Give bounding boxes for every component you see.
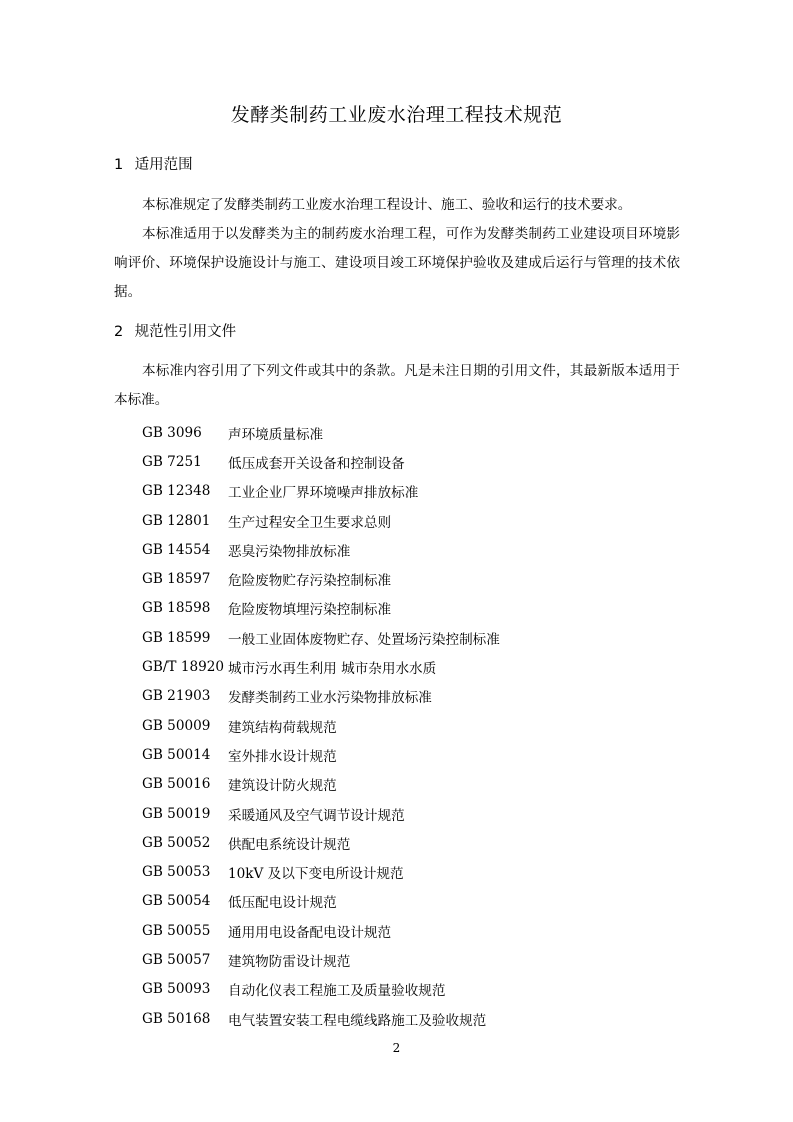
reference-item [142,447,500,476]
reference-title: 室外排水设计规范 [228,748,337,765]
reference-title: 工业企业厂界环境噪声排放标准 [228,485,419,502]
reference-code: GB 18599 [142,629,211,646]
reference-item [142,857,500,886]
reference-code: GB 50168 [142,1010,211,1027]
reference-item [142,740,500,769]
reference-title: 自动化仪表工程施工及质量验收规范 [228,983,446,1000]
page-number: 2 [392,1041,401,1055]
reference-title: 建筑结构荷载规范 [228,719,337,736]
reference-title: 建筑设计防火规范 [228,778,337,795]
reference-item [142,799,500,828]
reference-title: 电气装置安装工程电缆线路施工及验收规范 [228,1012,487,1029]
section-title: 适用范围 [134,157,193,173]
section-heading-normative-references [114,322,236,342]
reference-title: 生产过程安全卫生要求总则 [228,514,392,531]
reference-title: 声环境质量标准 [228,426,324,443]
reference-code: GB 21903 [142,688,211,705]
reference-item [142,828,500,857]
reference-title: 供配电系统设计规范 [228,836,351,853]
reference-item [142,916,500,945]
reference-item [142,623,500,652]
reference-item [142,477,500,506]
reference-title: 危险废物填埋污染控制标准 [228,602,392,619]
reference-code: GB 50016 [142,776,211,793]
document-title: 发酵类制药工业废水治理工程技术规范 [230,104,563,126]
reference-code: GB 50052 [142,834,211,851]
reference-title: 通用用电设备配电设计规范 [228,924,392,941]
reference-title: 采暖通风及空气调节设计规范 [228,807,405,824]
reference-code: GB 12801 [142,512,211,529]
reference-title: 低压配电设计规范 [228,895,337,912]
reference-code: GB 50014 [142,746,211,763]
reference-item [142,506,500,535]
reference-item [142,945,500,974]
reference-code: GB/T 18920 [142,659,225,676]
scope-paragraph-2: 本标准适用于以发酵类为主的制药废水治理工程，可作为发酵类制药工业建设项目环境影响评价、环境保护设施设计与施工、建设项目竣工环境保护验收及建成后运行与管理的技术依据。 [114,226,680,301]
reference-code: GB 50055 [142,922,211,939]
reference-code: GB 50053 [142,864,211,881]
reference-item [142,711,500,740]
reference-item [142,594,500,623]
reference-code: GB 50057 [142,951,211,968]
reference-title: 建筑物防雷设计规范 [228,953,351,970]
reference-code: GB 7251 [142,453,202,470]
reference-item [142,564,500,593]
reference-item [142,535,500,564]
section-number: 1 [114,157,124,173]
reference-item [142,770,500,799]
reference-title: 低压成套开关设备和控制设备 [228,455,405,472]
reference-item [142,418,500,447]
reference-code: GB 12348 [142,483,211,500]
reference-code: GB 18597 [142,571,211,588]
reference-code: GB 50009 [142,717,211,734]
reference-title: 危险废物贮存污染控制标准 [228,573,392,590]
reference-code: GB 50019 [142,805,211,822]
reference-code: GB 18598 [142,600,211,617]
reference-item [142,1004,500,1033]
reference-title: 城市污水再生利用 城市杂用水水质 [228,661,437,678]
references-intro-paragraph: 本标准内容引用了下列文件或其中的条款。凡是未注日期的引用文件，其最新版本适用于本标准。 [114,363,680,409]
reference-title: 10kV 及以下变电所设计规范 [228,866,404,883]
reference-item [142,652,500,681]
reference-title: 发酵类制药工业水污染物排放标准 [228,690,432,707]
reference-code: GB 50054 [142,893,211,910]
reference-item [142,975,500,1004]
section-heading-scope [114,155,193,175]
reference-title: 一般工业固体废物贮存、处置场污染控制标准 [228,631,500,648]
reference-code: GB 14554 [142,541,211,558]
reference-code: GB 3096 [142,424,202,441]
reference-item [142,682,500,711]
section-number: 2 [114,324,124,340]
reference-title: 恶臭污染物排放标准 [228,543,351,560]
section-title: 规范性引用文件 [134,324,237,340]
reference-code: GB 50093 [142,981,211,998]
reference-item [142,887,500,916]
reference-list [142,418,500,1033]
scope-paragraph-1: 本标准规定了发酵类制药工业废水治理工程设计、施工、验收和运行的技术要求。 [142,197,632,213]
